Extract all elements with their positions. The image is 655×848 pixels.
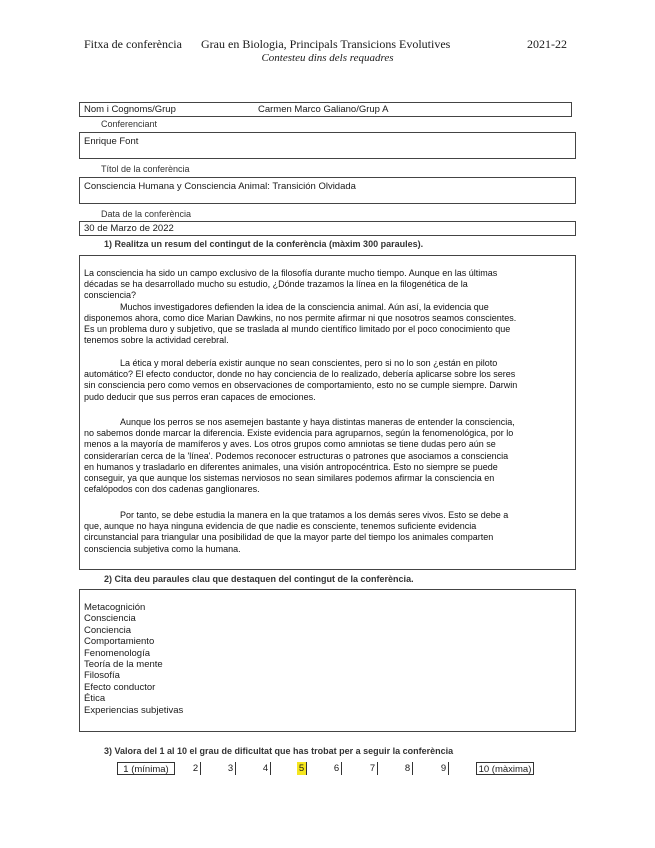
summary-line: en humanos y trasladarlo en diferentes animales, una visión antropocéntrica. Esto no siempre se puede — [84, 461, 498, 472]
summary-paragraph — [84, 510, 564, 555]
q1-question: 1) Realitza un resum del contingut de la conferència (màxim 300 paraules). — [104, 239, 424, 249]
title-value: Consciencia Humana y Consciencia Animal: Transición Olvidada — [84, 181, 356, 192]
keyword-item: Filosofía — [84, 670, 120, 682]
title-box[interactable] — [79, 177, 576, 204]
student-box[interactable] — [79, 102, 572, 117]
summary-paragraph — [84, 268, 564, 346]
date-value: 30 de Marzo de 2022 — [84, 223, 174, 234]
rating-option-4[interactable]: 4 — [261, 762, 271, 775]
summary-line: conseguir, ya que aunque los sistemas nerviosos no sean similares podemos afirmar la consciencia en — [84, 473, 495, 484]
rating-option-5[interactable]: 5 — [297, 762, 307, 775]
summary-line: disponemos ahora, como dice Marian Dawkins, no nos permite afirmar ni que nosotros seamos conscientes. — [84, 312, 517, 323]
rating-option-1[interactable]: 1 (mínima) — [117, 762, 175, 775]
summary-line: circunstancial para triangular una posibilidad de que la mayor parte del tiempo los animales comparten — [84, 532, 494, 543]
keyword-item: Metacognición — [84, 602, 146, 613]
summary-line: considerarían cerca de la 'línea'. Podemos reconocer estructuras o patrones que asociamos a consciencia — [84, 450, 509, 461]
rating-option-7[interactable]: 7 — [368, 762, 378, 775]
summary-line: La consciencia ha sido un campo exclusivo de la filosofía durante mucho tiempo. Aunque en las últimas — [84, 268, 498, 278]
date-label: Data de la conferència — [101, 209, 192, 219]
rating-option-3[interactable]: 3 — [226, 762, 236, 775]
summary-line: no sabemos donde marcar la diferencia. Existe evidencia para agruparnos, según la fenomenológica, por lo — [84, 428, 514, 439]
rating-option-9[interactable]: 9 — [439, 762, 449, 775]
header-center: Grau en Biologia, Principals Transicions Evolutives — [201, 37, 451, 51]
summary-line: La ética y moral debería existir aunque no sean conscientes, pero si no lo son ¿están en piloto — [120, 358, 498, 368]
date-box[interactable] — [79, 221, 576, 236]
summary-line: tenemos sobre la actividad cerebral. — [84, 335, 229, 346]
keyword-list — [84, 602, 183, 716]
summary-line: pudo deducir que sus perros eran capaces de emociones. — [84, 391, 316, 402]
summary-line: Es un problema duro y subjetivo, que se traslada al mundo científico limitado por el poco conocimiento que — [84, 324, 511, 335]
rating-option-6[interactable]: 6 — [332, 762, 342, 775]
keyword-item: Ética — [84, 693, 106, 705]
summary-line: que, aunque no haya ninguna evidencia de que nadie es consciente, tenemos suficiente evidencia — [84, 521, 477, 532]
summary-line: consciencia? — [84, 290, 137, 301]
summary-line: consciencia subjetiva como la humana. — [84, 543, 241, 554]
header-subtitle: Contesteu dins dels requadres — [261, 52, 394, 64]
header-left: Fitxa de conferència — [84, 37, 182, 51]
keyword-item: Experiencias subjetivas — [84, 704, 184, 716]
summary-line: Por tanto, se debe estudia la manera en la que tratamos a los demás seres vivos. Esto se debe a — [120, 510, 509, 520]
rating-option-8[interactable]: 8 — [403, 762, 413, 775]
keyword-item: Comportamiento — [84, 636, 155, 648]
rating-option-10[interactable]: 10 (màxima) — [476, 762, 534, 775]
speaker-box[interactable] — [79, 132, 576, 159]
summary-line: sin consciencia pero como vemos en observaciones de comportamiento, esto no se cumple siempre. Darwin — [84, 380, 518, 391]
summary-line: menos a la mayoría de mamíferos y aves. Los otros grupos como amniotas se tiene dudas pero aún se — [84, 439, 496, 450]
summary-line: cefalópodos con dos cadenas ganglionares. — [84, 484, 260, 495]
summary-line: Muchos investigadores defienden la idea de la consciencia animal. Aún así, la evidencia que — [120, 301, 489, 312]
header-year: 2021-22 — [527, 37, 567, 51]
speaker-value: Enrique Font — [84, 136, 139, 147]
keyword-item: Conciencia — [84, 624, 131, 636]
keyword-item: Teoría de la mente — [84, 659, 163, 671]
summary-paragraph — [84, 358, 564, 403]
student-label: Nom i Cognoms/Grup — [84, 104, 176, 115]
title-label: Títol de la conferència — [101, 164, 190, 174]
keyword-item: Fenomenología — [84, 647, 151, 659]
keyword-item: Efecto conductor — [84, 681, 156, 693]
summary-line: décadas se ha desarrollado mucho su estudio, ¿Dónde trazamos la línea en la filogenética de la — [84, 279, 468, 290]
student-value: Carmen Marco Galiano/Grup A — [258, 104, 389, 115]
q3-question: 3) Valora del 1 al 10 el grau de dificultat que has trobat per a seguir la conferència — [104, 746, 454, 756]
summary-line: Aunque los perros se nos asemejen bastante y haya distintas maneras de entender la consciencia, — [120, 417, 515, 427]
rating-option-2[interactable]: 2 — [191, 762, 201, 775]
speaker-label: Conferenciant — [101, 119, 158, 129]
keyword-item: Consciencia — [84, 613, 136, 625]
summary-line: automático? El efecto conductor, donde no hay conciencia de lo realizado, debería aplicarse sobre los seres — [84, 369, 516, 380]
summary-paragraph — [84, 417, 564, 495]
q2-question: 2) Cita deu paraules clau que destaquen del contingut de la conferència. — [104, 574, 414, 584]
